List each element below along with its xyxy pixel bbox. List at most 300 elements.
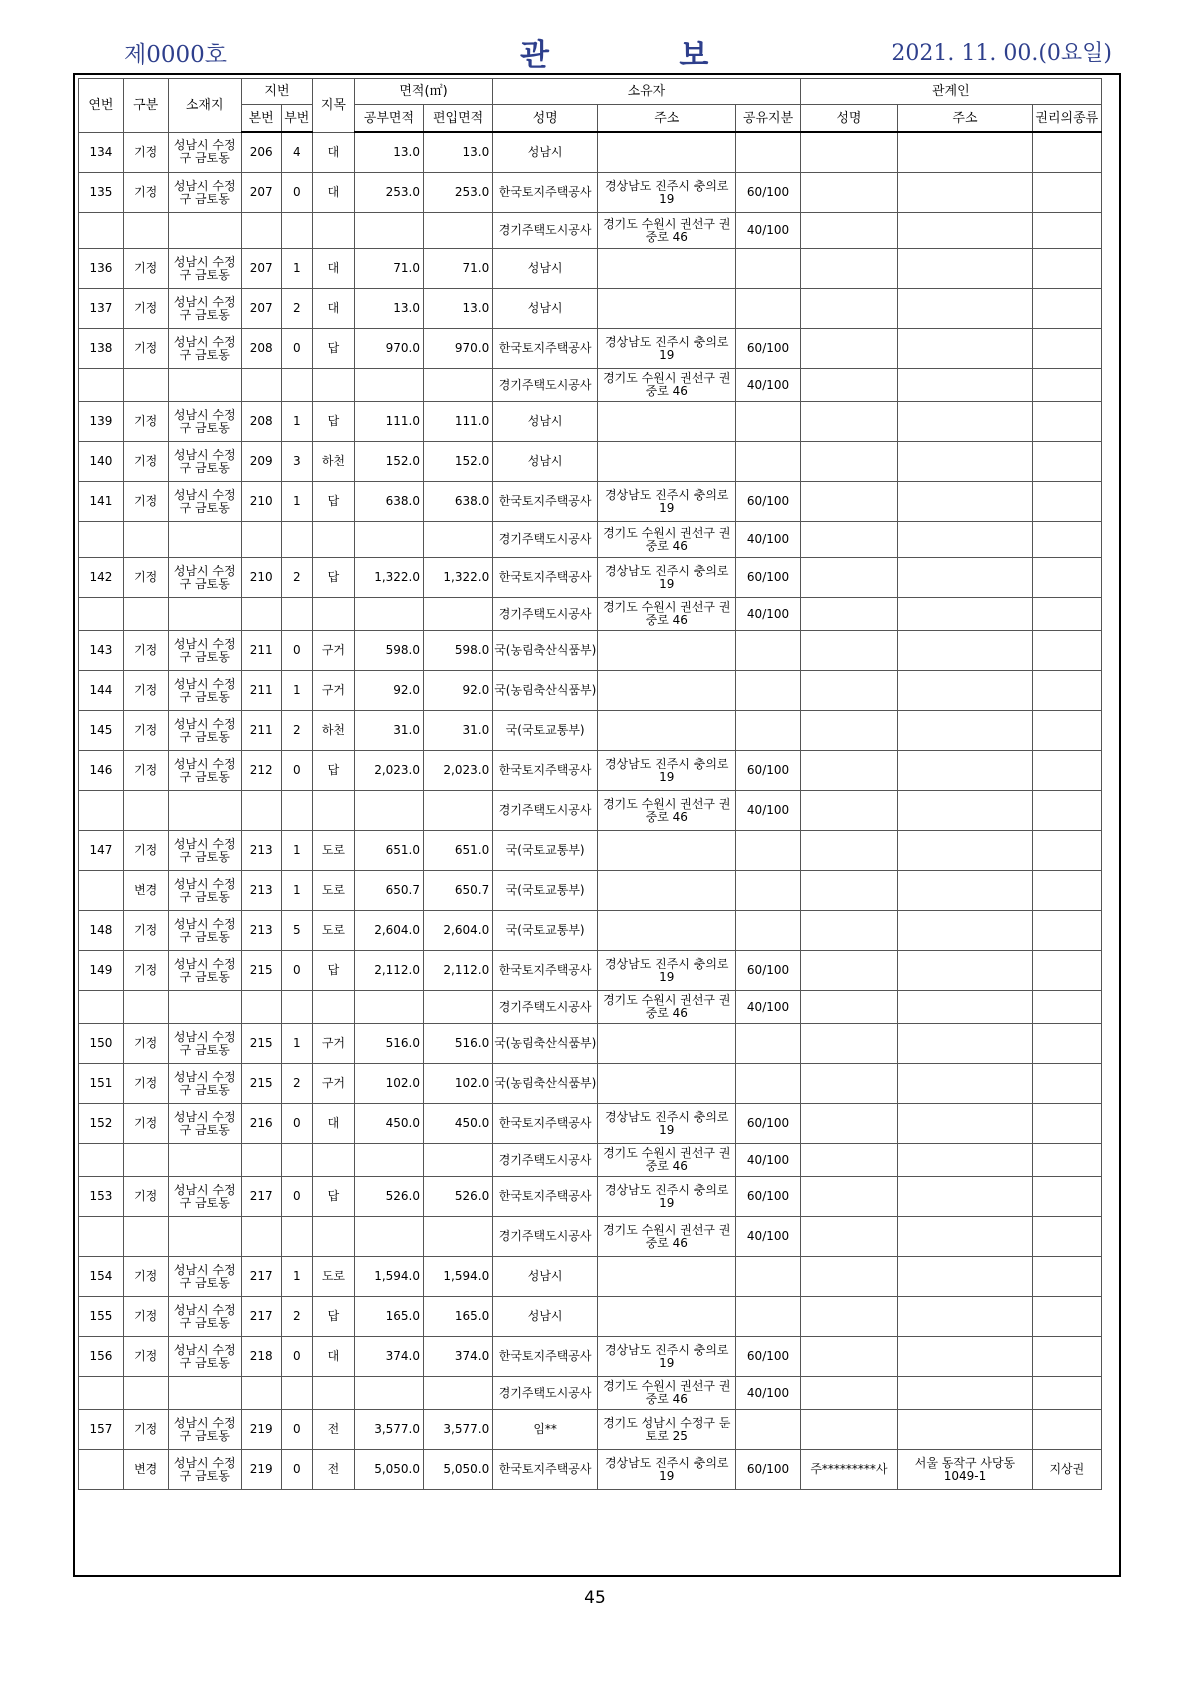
cell-owner-name: 경기주택도시공사 [493, 1144, 598, 1177]
cell-owner-address [598, 289, 736, 329]
publication-date: 2021. 11. 00.(0요일) [891, 41, 1112, 66]
cell-rights-type [1032, 558, 1101, 598]
table-row [79, 1450, 1102, 1490]
cell-included-area: 526.0 [424, 1177, 493, 1217]
cell-stakeholder-name [800, 1177, 898, 1217]
cell-type [123, 369, 168, 402]
cell-share: 40/100 [736, 1377, 800, 1410]
cell-type: 변경 [123, 1450, 168, 1490]
cell-rights-type [1032, 911, 1101, 951]
cell-share: 60/100 [736, 1450, 800, 1490]
cell-share: 60/100 [736, 951, 800, 991]
cell-stakeholder-address [898, 132, 1032, 173]
cell-serial: 147 [79, 831, 124, 871]
cell-owner-name: 경기주택도시공사 [493, 522, 598, 558]
cell-type: 기정 [123, 1104, 168, 1144]
cell-owner-name: 한국토지주택공사 [493, 173, 598, 213]
cell-stakeholder-address [898, 173, 1032, 213]
table-row [79, 1177, 1102, 1217]
cell-rights-type [1032, 522, 1101, 558]
cell-stakeholder-name [800, 442, 898, 482]
cell-location [168, 213, 241, 249]
cell-sub-lot: 3 [281, 442, 313, 482]
cell-type: 기정 [123, 1337, 168, 1377]
cell-stakeholder-name [800, 173, 898, 213]
cell-share: 60/100 [736, 558, 800, 598]
cell-owner-name: 성남시 [493, 1257, 598, 1297]
cell-official-area: 111.0 [354, 402, 423, 442]
cell-type: 기정 [123, 911, 168, 951]
table-row [79, 249, 1102, 289]
cell-rights-type [1032, 213, 1101, 249]
cell-sub-lot: 0 [281, 1104, 313, 1144]
cell-main-lot: 208 [241, 329, 281, 369]
cell-serial: 134 [79, 132, 124, 173]
cell-official-area: 31.0 [354, 711, 423, 751]
cell-serial: 149 [79, 951, 124, 991]
cell-included-area: 5,050.0 [424, 1450, 493, 1490]
cell-location: 성남시 수정구 금토동 [168, 1177, 241, 1217]
cell-stakeholder-address [898, 831, 1032, 871]
cell-serial: 150 [79, 1024, 124, 1064]
cell-owner-address: 경기도 수원시 권선구 권중로 46 [598, 1217, 736, 1257]
issue-number: 제0000호 [124, 42, 227, 68]
cell-main-lot: 215 [241, 1064, 281, 1104]
cell-serial [79, 991, 124, 1024]
cell-share: 60/100 [736, 329, 800, 369]
cell-owner-address: 경상남도 진주시 충의로 19 [598, 329, 736, 369]
cell-sub-lot: 1 [281, 482, 313, 522]
cell-rights-type [1032, 951, 1101, 991]
cell-included-area: 2,604.0 [424, 911, 493, 951]
cell-land-category [313, 991, 355, 1024]
cell-type [123, 213, 168, 249]
cell-type: 기정 [123, 442, 168, 482]
cell-owner-address [598, 132, 736, 173]
table-row-continuation [79, 369, 1102, 402]
cell-type: 기정 [123, 831, 168, 871]
cell-included-area: 450.0 [424, 1104, 493, 1144]
cell-type: 기정 [123, 1410, 168, 1450]
cell-official-area: 650.7 [354, 871, 423, 911]
cell-owner-address [598, 249, 736, 289]
cell-stakeholder-name [800, 711, 898, 751]
cell-land-category: 답 [313, 558, 355, 598]
cell-type [123, 1377, 168, 1410]
cell-owner-name: 성남시 [493, 249, 598, 289]
cell-land-category: 대 [313, 1104, 355, 1144]
cell-official-area: 516.0 [354, 1024, 423, 1064]
cell-included-area: 651.0 [424, 831, 493, 871]
cell-share: 60/100 [736, 1177, 800, 1217]
cell-serial: 151 [79, 1064, 124, 1104]
cell-share: 40/100 [736, 213, 800, 249]
cell-sub-lot: 4 [281, 132, 313, 173]
cell-location: 성남시 수정구 금토동 [168, 1337, 241, 1377]
cell-official-area [354, 1144, 423, 1177]
cell-sub-lot: 1 [281, 402, 313, 442]
cell-owner-address: 경상남도 진주시 충의로 19 [598, 482, 736, 522]
col-land-category: 지목 [313, 79, 355, 133]
cell-main-lot: 213 [241, 831, 281, 871]
cell-stakeholder-address [898, 1064, 1032, 1104]
page-number: 45 [584, 1588, 606, 1608]
cell-stakeholder-address [898, 711, 1032, 751]
cell-type [123, 598, 168, 631]
cell-main-lot [241, 1217, 281, 1257]
cell-stakeholder-name [800, 791, 898, 831]
cell-stakeholder-address [898, 1377, 1032, 1410]
table-row [79, 1064, 1102, 1104]
cell-owner-name: 한국토지주택공사 [493, 329, 598, 369]
cell-serial: 156 [79, 1337, 124, 1377]
cell-owner-address [598, 671, 736, 711]
cell-rights-type [1032, 442, 1101, 482]
cell-sub-lot: 0 [281, 1337, 313, 1377]
cell-type [123, 791, 168, 831]
cell-stakeholder-name [800, 1337, 898, 1377]
cell-share [736, 831, 800, 871]
cell-stakeholder-address [898, 1144, 1032, 1177]
cell-stakeholder-name [800, 1024, 898, 1064]
cell-included-area [424, 1217, 493, 1257]
cell-owner-name: 경기주택도시공사 [493, 1377, 598, 1410]
cell-main-lot [241, 369, 281, 402]
col-lot: 지번 [241, 79, 312, 105]
cell-type: 기정 [123, 751, 168, 791]
cell-land-category: 도로 [313, 831, 355, 871]
cell-location: 성남시 수정구 금토동 [168, 249, 241, 289]
cell-stakeholder-name [800, 671, 898, 711]
cell-stakeholder-address [898, 1297, 1032, 1337]
cell-stakeholder-name [800, 329, 898, 369]
cell-main-lot [241, 991, 281, 1024]
cell-share: 60/100 [736, 1104, 800, 1144]
cell-rights-type [1032, 1257, 1101, 1297]
cell-rights-type [1032, 1177, 1101, 1217]
cell-stakeholder-name [800, 751, 898, 791]
cell-share [736, 249, 800, 289]
cell-land-category: 답 [313, 1177, 355, 1217]
cell-stakeholder-name [800, 871, 898, 911]
cell-owner-address [598, 442, 736, 482]
cell-stakeholder-address [898, 522, 1032, 558]
cell-sub-lot: 1 [281, 671, 313, 711]
table-row-continuation [79, 1217, 1102, 1257]
cell-main-lot [241, 213, 281, 249]
cell-stakeholder-name [800, 369, 898, 402]
cell-land-category: 구거 [313, 631, 355, 671]
cell-location: 성남시 수정구 금토동 [168, 911, 241, 951]
cell-serial: 145 [79, 711, 124, 751]
cell-stakeholder-name [800, 1377, 898, 1410]
cell-main-lot: 213 [241, 871, 281, 911]
cell-location [168, 369, 241, 402]
cell-land-category: 대 [313, 1337, 355, 1377]
cell-included-area [424, 991, 493, 1024]
cell-rights-type [1032, 871, 1101, 911]
cell-included-area: 13.0 [424, 289, 493, 329]
cell-serial [79, 871, 124, 911]
cell-official-area: 374.0 [354, 1337, 423, 1377]
cell-serial: 142 [79, 558, 124, 598]
cell-rights-type [1032, 671, 1101, 711]
cell-rights-type [1032, 1337, 1101, 1377]
cell-serial: 152 [79, 1104, 124, 1144]
cell-location [168, 522, 241, 558]
col-owner-name: 성명 [493, 105, 598, 133]
cell-official-area: 13.0 [354, 289, 423, 329]
cell-serial: 153 [79, 1177, 124, 1217]
cell-location [168, 991, 241, 1024]
cell-serial [79, 369, 124, 402]
cell-main-lot: 212 [241, 751, 281, 791]
cell-serial: 140 [79, 442, 124, 482]
cell-rights-type [1032, 1144, 1101, 1177]
cell-owner-address: 경기도 수원시 권선구 권중로 46 [598, 369, 736, 402]
cell-location: 성남시 수정구 금토동 [168, 442, 241, 482]
cell-stakeholder-address [898, 1410, 1032, 1450]
cell-rights-type [1032, 1104, 1101, 1144]
cell-owner-name: 한국토지주택공사 [493, 558, 598, 598]
cell-stakeholder-name [800, 991, 898, 1024]
cell-official-area: 638.0 [354, 482, 423, 522]
cell-owner-name: 국(농림축산식품부) [493, 1064, 598, 1104]
cell-owner-address [598, 1297, 736, 1337]
cell-included-area: 1,322.0 [424, 558, 493, 598]
cell-main-lot: 211 [241, 631, 281, 671]
cell-location: 성남시 수정구 금토동 [168, 951, 241, 991]
cell-type: 기정 [123, 289, 168, 329]
table-row [79, 671, 1102, 711]
cell-sub-lot: 1 [281, 871, 313, 911]
table-row [79, 289, 1102, 329]
cell-included-area [424, 213, 493, 249]
cell-share [736, 442, 800, 482]
table-row [79, 173, 1102, 213]
cell-sub-lot [281, 791, 313, 831]
cell-owner-name: 임** [493, 1410, 598, 1450]
cell-share [736, 132, 800, 173]
cell-stakeholder-address: 서울 동작구 사당동 1049-1 [898, 1450, 1032, 1490]
cell-type: 기정 [123, 402, 168, 442]
cell-serial: 141 [79, 482, 124, 522]
cell-location: 성남시 수정구 금토동 [168, 1450, 241, 1490]
cell-location: 성남시 수정구 금토동 [168, 1410, 241, 1450]
cell-location: 성남시 수정구 금토동 [168, 871, 241, 911]
cell-share: 60/100 [736, 1337, 800, 1377]
cell-stakeholder-name [800, 482, 898, 522]
cell-sub-lot [281, 369, 313, 402]
cell-official-area: 651.0 [354, 831, 423, 871]
table-row-continuation [79, 522, 1102, 558]
cell-stakeholder-address [898, 951, 1032, 991]
cell-sub-lot: 0 [281, 1177, 313, 1217]
cell-official-area: 3,577.0 [354, 1410, 423, 1450]
cell-official-area: 598.0 [354, 631, 423, 671]
cell-type: 기정 [123, 1257, 168, 1297]
cell-serial [79, 791, 124, 831]
cell-share: 40/100 [736, 991, 800, 1024]
cell-type: 기정 [123, 711, 168, 751]
cell-type: 변경 [123, 871, 168, 911]
cell-owner-name: 한국토지주택공사 [493, 1450, 598, 1490]
cell-rights-type [1032, 1217, 1101, 1257]
cell-sub-lot [281, 1217, 313, 1257]
cell-rights-type [1032, 1377, 1101, 1410]
cell-stakeholder-name [800, 1144, 898, 1177]
cell-official-area: 5,050.0 [354, 1450, 423, 1490]
cell-owner-address [598, 1257, 736, 1297]
cell-type: 기정 [123, 558, 168, 598]
cell-stakeholder-address [898, 671, 1032, 711]
cell-serial: 139 [79, 402, 124, 442]
cell-location [168, 598, 241, 631]
cell-stakeholder-address [898, 1217, 1032, 1257]
cell-included-area: 2,112.0 [424, 951, 493, 991]
cell-sub-lot: 1 [281, 249, 313, 289]
cell-land-category: 구거 [313, 1024, 355, 1064]
cell-main-lot [241, 598, 281, 631]
cell-serial [79, 1377, 124, 1410]
cell-serial [79, 598, 124, 631]
cell-main-lot [241, 1377, 281, 1410]
cell-land-category: 대 [313, 289, 355, 329]
cell-land-category [313, 213, 355, 249]
cell-owner-name: 한국토지주택공사 [493, 1177, 598, 1217]
cell-serial: 138 [79, 329, 124, 369]
cell-rights-type [1032, 1297, 1101, 1337]
cell-location: 성남시 수정구 금토동 [168, 831, 241, 871]
cell-stakeholder-address [898, 369, 1032, 402]
cell-sub-lot: 2 [281, 1297, 313, 1337]
cell-land-category: 구거 [313, 671, 355, 711]
cell-stakeholder-name [800, 631, 898, 671]
cell-land-category: 대 [313, 132, 355, 173]
table-body [79, 132, 1102, 1490]
cell-location [168, 1217, 241, 1257]
cell-official-area [354, 522, 423, 558]
cell-included-area: 2,023.0 [424, 751, 493, 791]
cell-rights-type [1032, 1064, 1101, 1104]
cell-share: 60/100 [736, 173, 800, 213]
cell-serial: 157 [79, 1410, 124, 1450]
cell-stakeholder-name [800, 831, 898, 871]
cell-owner-address: 경기도 수원시 권선구 권중로 46 [598, 598, 736, 631]
cell-owner-address [598, 871, 736, 911]
cell-official-area: 102.0 [354, 1064, 423, 1104]
table-row [79, 631, 1102, 671]
cell-owner-address: 경기도 수원시 권선구 권중로 46 [598, 522, 736, 558]
cell-owner-name: 국(농림축산식품부) [493, 1024, 598, 1064]
cell-land-category: 답 [313, 751, 355, 791]
cell-location: 성남시 수정구 금토동 [168, 173, 241, 213]
cell-sub-lot [281, 522, 313, 558]
cell-sub-lot: 0 [281, 1450, 313, 1490]
cell-land-category: 답 [313, 1297, 355, 1337]
cell-land-category [313, 1377, 355, 1410]
cell-stakeholder-name [800, 249, 898, 289]
cell-main-lot: 207 [241, 289, 281, 329]
table-row [79, 911, 1102, 951]
cell-stakeholder-address [898, 911, 1032, 951]
cell-location: 성남시 수정구 금토동 [168, 132, 241, 173]
cell-sub-lot: 0 [281, 173, 313, 213]
cell-sub-lot [281, 1377, 313, 1410]
cell-share [736, 631, 800, 671]
cell-owner-address: 경기도 성남시 수정구 둔토로 25 [598, 1410, 736, 1450]
cell-stakeholder-address [898, 442, 1032, 482]
cell-included-area: 92.0 [424, 671, 493, 711]
cell-main-lot: 209 [241, 442, 281, 482]
cell-serial: 136 [79, 249, 124, 289]
cell-type [123, 522, 168, 558]
cell-main-lot: 217 [241, 1177, 281, 1217]
cell-included-area: 31.0 [424, 711, 493, 751]
cell-land-category: 도로 [313, 911, 355, 951]
cell-owner-name: 경기주택도시공사 [493, 791, 598, 831]
page-title: 관 보 [520, 38, 769, 73]
cell-rights-type [1032, 289, 1101, 329]
cell-type: 기정 [123, 1024, 168, 1064]
cell-land-category: 하천 [313, 442, 355, 482]
cell-owner-address [598, 631, 736, 671]
table-row-continuation [79, 213, 1102, 249]
cell-official-area [354, 791, 423, 831]
table-row [79, 1024, 1102, 1064]
cell-included-area [424, 369, 493, 402]
cell-land-category [313, 1144, 355, 1177]
cell-official-area [354, 598, 423, 631]
cell-stakeholder-address [898, 482, 1032, 522]
cell-included-area: 650.7 [424, 871, 493, 911]
cell-land-category: 답 [313, 402, 355, 442]
cell-location: 성남시 수정구 금토동 [168, 1024, 241, 1064]
cell-owner-name: 국(농림축산식품부) [493, 631, 598, 671]
cell-land-category [313, 791, 355, 831]
cell-rights-type [1032, 631, 1101, 671]
cell-owner-address: 경상남도 진주시 충의로 19 [598, 1450, 736, 1490]
cell-stakeholder-address [898, 249, 1032, 289]
cell-official-area: 13.0 [354, 132, 423, 173]
cell-share: 60/100 [736, 482, 800, 522]
cell-official-area: 165.0 [354, 1297, 423, 1337]
cell-share [736, 1410, 800, 1450]
cell-type: 기정 [123, 671, 168, 711]
cell-land-category: 답 [313, 329, 355, 369]
cell-share [736, 402, 800, 442]
cell-sub-lot: 0 [281, 751, 313, 791]
cell-share: 40/100 [736, 791, 800, 831]
cell-owner-address: 경기도 수원시 권선구 권중로 46 [598, 1144, 736, 1177]
cell-location: 성남시 수정구 금토동 [168, 482, 241, 522]
cell-main-lot: 211 [241, 711, 281, 751]
cell-stakeholder-name [800, 1064, 898, 1104]
col-sub-lot: 부번 [281, 105, 313, 133]
cell-owner-address: 경기도 수원시 권선구 권중로 46 [598, 991, 736, 1024]
cell-official-area: 1,594.0 [354, 1257, 423, 1297]
cell-included-area: 1,594.0 [424, 1257, 493, 1297]
cell-sub-lot [281, 598, 313, 631]
cell-share [736, 1257, 800, 1297]
cell-main-lot: 215 [241, 951, 281, 991]
cell-serial: 154 [79, 1257, 124, 1297]
cell-location: 성남시 수정구 금토동 [168, 751, 241, 791]
cell-rights-type [1032, 711, 1101, 751]
cell-rights-type [1032, 751, 1101, 791]
cell-rights-type [1032, 249, 1101, 289]
cell-main-lot: 217 [241, 1297, 281, 1337]
